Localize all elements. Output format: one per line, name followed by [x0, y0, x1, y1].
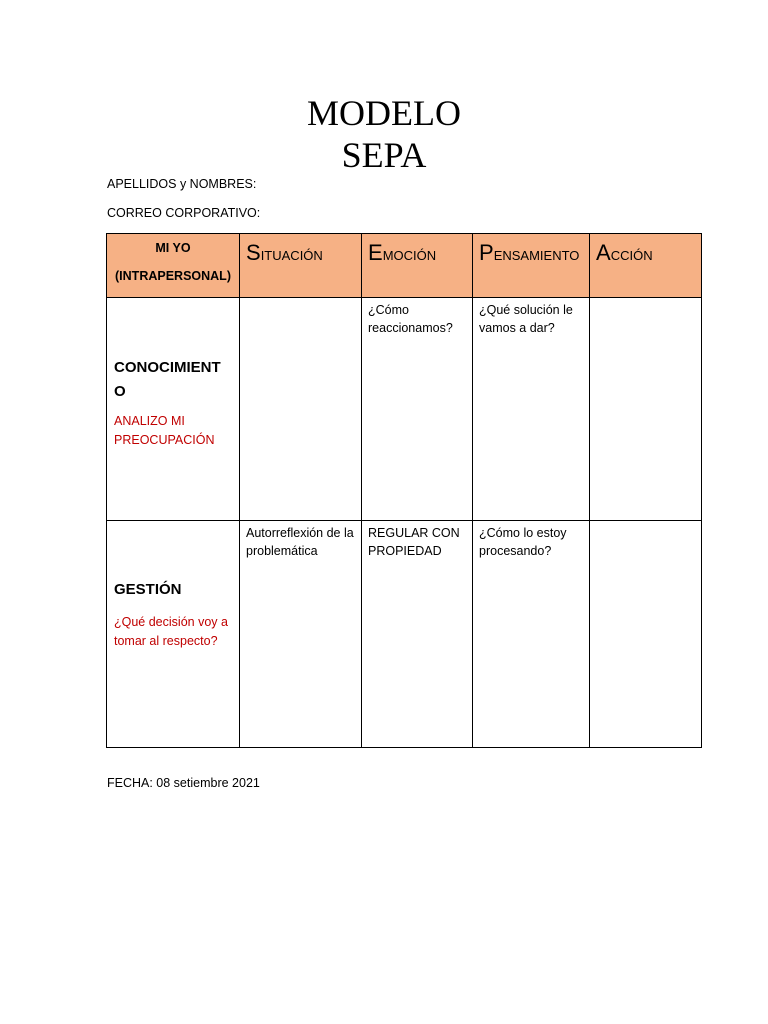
table-cell	[590, 521, 702, 748]
title-line-1: MODELO	[307, 93, 461, 133]
header-initial: S	[246, 240, 261, 265]
date-line: FECHA: 08 setiembre 2021	[107, 776, 260, 790]
cell-text	[590, 521, 701, 524]
cell-text: ¿Qué solución le vamos a dar?	[479, 303, 573, 335]
cell-text	[590, 298, 701, 301]
header-initial: E	[368, 240, 383, 265]
header-rest: ITUACIÓN	[260, 248, 323, 263]
cell-text: Autorreflexión de la problemática	[246, 526, 354, 558]
header-corner-line2: (INTRAPERSONAL)	[115, 269, 231, 283]
row-label-conocimiento	[107, 298, 240, 521]
row-label-line1: CONOCIMIENT	[114, 359, 221, 376]
table-cell	[362, 298, 473, 521]
table-cell	[590, 298, 702, 521]
row-label-gestion	[107, 521, 240, 748]
header-initial: A	[596, 240, 611, 265]
cell-text: ¿Cómo lo estoy procesando?	[479, 526, 567, 558]
email-field-label: CORREO CORPORATIVO:	[107, 206, 261, 220]
cell-text	[240, 298, 361, 301]
header-accion	[590, 234, 702, 298]
row-sub-line2: tomar al respecto?	[114, 634, 218, 648]
row-label-line1: GESTIÓN	[114, 581, 182, 598]
header-situacion	[240, 234, 362, 298]
table-cell	[473, 521, 590, 748]
table-cell	[240, 298, 362, 521]
header-corner-line1: MI YO	[155, 241, 191, 255]
document-title	[0, 92, 768, 176]
table-row	[107, 521, 702, 748]
row-sub-line1: ¿Qué decisión voy a	[114, 615, 228, 629]
names-field-label: APELLIDOS y NOMBRES:	[107, 177, 257, 191]
table-cell	[362, 521, 473, 748]
header-initial: P	[479, 240, 494, 265]
header-corner	[107, 234, 240, 298]
header-emocion	[362, 234, 473, 298]
table-row	[107, 298, 702, 521]
header-rest: CCIÓN	[610, 248, 653, 263]
row-sub-line2: PREOCUPACIÓN	[114, 433, 215, 447]
header-rest: ENSAMIENTO	[493, 248, 580, 263]
title-line-2: SEPA	[341, 135, 427, 175]
sepa-table	[106, 233, 702, 748]
cell-text: REGULAR CON PROPIEDAD	[368, 526, 460, 558]
table-cell	[473, 298, 590, 521]
header-pensamiento	[473, 234, 590, 298]
cell-text: ¿Cómo reaccionamos?	[368, 303, 453, 335]
row-sub-line1: ANALIZO MI	[114, 414, 185, 428]
table-cell	[240, 521, 362, 748]
row-label-line2: O	[114, 383, 126, 400]
table-header-row	[107, 234, 702, 298]
header-rest: MOCIÓN	[382, 248, 437, 263]
